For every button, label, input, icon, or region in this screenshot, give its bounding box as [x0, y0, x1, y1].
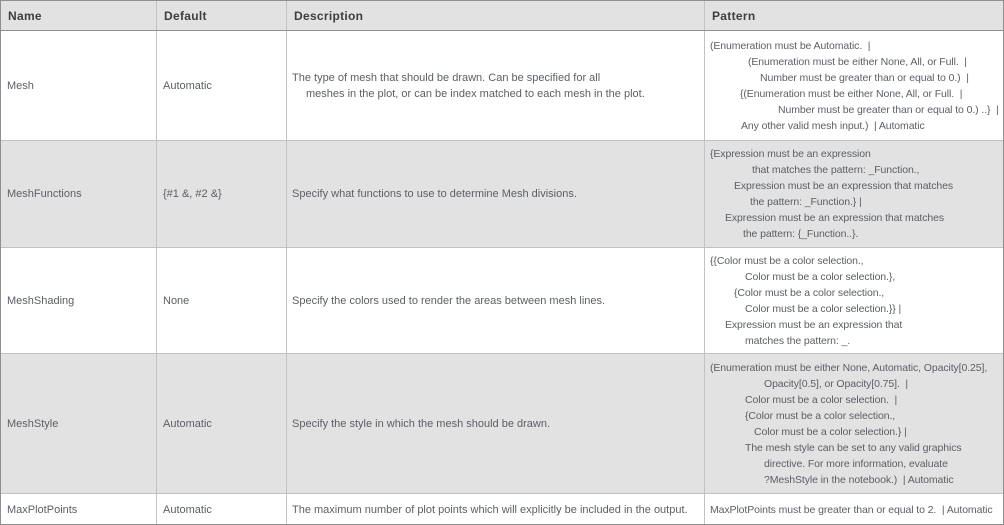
option-name-cell: [1, 494, 157, 525]
option-name: MeshShading: [7, 294, 75, 307]
default-value: Automatic: [163, 79, 212, 92]
default-value-cell: [157, 248, 287, 353]
pattern-line: {(Enumeration must be either None, All, or Full. |: [740, 87, 963, 100]
pattern-line: Any other valid mesh input.) | Automatic: [741, 119, 925, 132]
default-value: Automatic: [163, 503, 212, 516]
pattern-line: Color must be a color selection.} |: [754, 425, 907, 438]
pattern-line: Opacity[0.5], or Opacity[0.75]. |: [764, 377, 909, 390]
description-cell: [287, 141, 705, 247]
pattern-line: Color must be a color selection.}} |: [745, 302, 902, 315]
pattern-line: Number must be greater than or equal to 0.) |: [760, 71, 969, 84]
pattern-line: ?MeshStyle in the notebook.) | Automatic: [764, 473, 954, 486]
pattern-line: MaxPlotPoints must be greater than or equal to 2. | Automatic: [710, 503, 993, 516]
table-row: [1, 31, 1003, 141]
pattern-line: {Color must be a color selection.,: [745, 409, 896, 422]
table-body: [1, 31, 1003, 525]
description-cell: [287, 31, 705, 140]
option-name-cell: [1, 141, 157, 247]
pattern-line: directive. For more information, evaluate: [764, 457, 948, 470]
column-header-pattern: Pattern: [712, 8, 756, 23]
pattern-line: (Enumeration must be Automatic. |: [710, 39, 871, 52]
default-value: {#1 &, #2 &}: [163, 188, 222, 200]
pattern-cell: [705, 31, 1003, 140]
table-header-row: [1, 1, 1003, 31]
pattern-line: that matches the pattern: _Function.,: [752, 164, 920, 176]
pattern-line: Color must be a color selection. |: [745, 393, 898, 406]
description-cell: [287, 494, 705, 525]
pattern-line: The mesh style can be set to any valid graphics: [745, 441, 962, 454]
pattern-line: Expression must be an expression that matches: [725, 212, 945, 224]
option-name: MeshStyle: [7, 417, 59, 430]
description-cell: [287, 248, 705, 353]
pattern-cell: [705, 494, 1003, 525]
pattern-line: {{Color must be a color selection.,: [710, 254, 864, 267]
pattern-cell: [705, 354, 1003, 493]
default-value-cell: [157, 354, 287, 493]
pattern-cell: [705, 141, 1003, 247]
description-line: The maximum number of plot points which will explicitly be included in the output.: [292, 503, 688, 516]
table-row: [1, 248, 1003, 354]
description-line: Specify what functions to use to determine Mesh divisions.: [292, 188, 577, 200]
column-header-name: Name: [1, 1, 157, 30]
option-name-cell: [1, 354, 157, 493]
pattern-line: Color must be a color selection.},: [745, 270, 896, 283]
description-line: Specify the style in which the mesh should be drawn.: [292, 417, 551, 430]
default-value: Automatic: [163, 417, 212, 430]
default-value-cell: [157, 31, 287, 140]
table-row: [1, 354, 1003, 494]
pattern-cell: [705, 248, 1003, 353]
description-line: meshes in the plot, or can be index matched to each mesh in the plot.: [306, 87, 645, 100]
pattern-line: (Enumeration must be either None, All, or Full. |: [748, 55, 967, 68]
pattern-line: the pattern: _Function.} |: [750, 196, 862, 208]
pattern-line: (Enumeration must be either None, Automatic, Opacity[0.25],: [710, 361, 988, 374]
column-header-default: Default: [157, 1, 287, 30]
pattern-line: Expression must be an expression that: [725, 318, 903, 331]
column-header-description: Description: [287, 1, 705, 30]
description-line: The type of mesh that should be drawn. Can be specified for all: [292, 71, 601, 84]
default-value: None: [163, 294, 190, 307]
pattern-line: {Expression must be an expression: [710, 148, 871, 160]
default-value-cell: [157, 141, 287, 247]
default-value-cell: [157, 494, 287, 525]
option-name: MaxPlotPoints: [7, 503, 78, 516]
pattern-line: {Color must be a color selection.,: [734, 286, 885, 299]
pattern-line: Number must be greater than or equal to 0.) ..} |: [778, 103, 999, 116]
option-name: Mesh: [7, 79, 34, 92]
option-name: MeshFunctions: [7, 188, 82, 200]
option-name-cell: [1, 248, 157, 353]
description-cell: [287, 354, 705, 493]
option-name-cell: [1, 31, 157, 140]
table-row: [1, 141, 1003, 248]
pattern-line: matches the pattern: _.: [745, 334, 851, 347]
description-line: Specify the colors used to render the areas between mesh lines.: [292, 294, 606, 307]
pattern-line: Expression must be an expression that matches: [734, 180, 954, 192]
table-row: [1, 494, 1003, 525]
pattern-line: the pattern: {_Function..}.: [743, 228, 859, 240]
